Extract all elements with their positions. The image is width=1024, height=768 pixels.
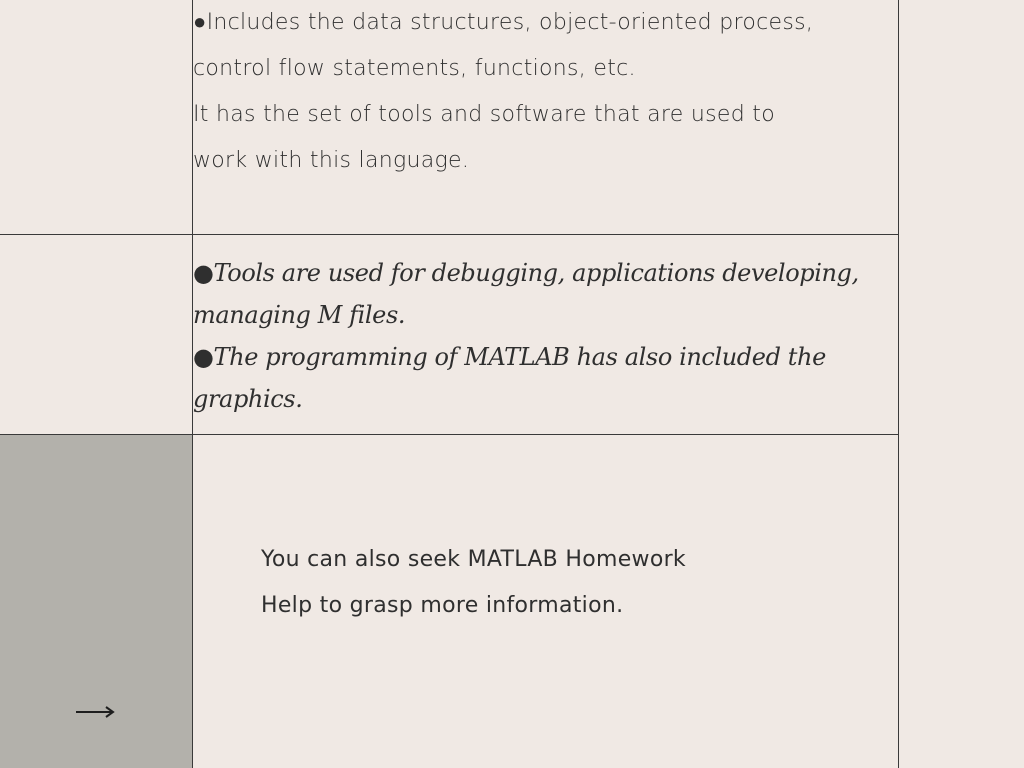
arrow-right-icon[interactable] bbox=[75, 692, 115, 732]
homework-help-note bbox=[261, 537, 861, 629]
row-divider-bottom bbox=[0, 434, 899, 435]
features-line: It has the set of tools and software that are used to bbox=[193, 102, 775, 127]
right-column-divider bbox=[898, 0, 899, 768]
row-divider-top bbox=[0, 234, 899, 235]
note-line: You can also seek MATLAB Homework bbox=[261, 547, 686, 572]
tools-line: ●Tools are used for debugging, applications developing, bbox=[193, 259, 859, 287]
features-line: work with this language. bbox=[193, 148, 470, 173]
features-line: control flow statements, functions, etc. bbox=[193, 56, 636, 81]
note-line: Help to grasp more information. bbox=[261, 593, 624, 618]
features-text-block bbox=[193, 0, 893, 184]
tools-text-block bbox=[193, 252, 893, 420]
tools-line: managing M files. bbox=[193, 301, 406, 329]
tools-line: ●The programming of MATLAB has also included the bbox=[193, 343, 826, 371]
tools-line: graphics. bbox=[193, 385, 303, 413]
features-line: ●Includes the data structures, object-oriented process, bbox=[193, 10, 814, 35]
